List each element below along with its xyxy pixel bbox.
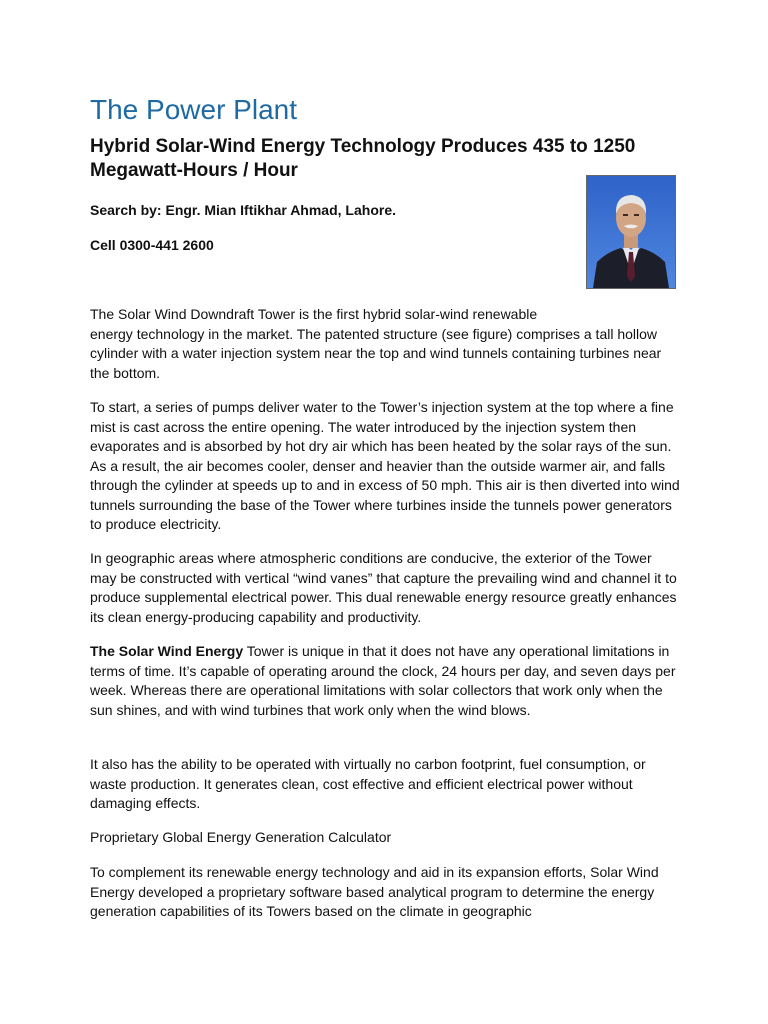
paragraph-intro-line1: The Solar Wind Downdraft Tower is the first hybrid solar-wind renewable [90, 306, 538, 322]
paragraph-footprint: It also has the ability to be operated with virtually no carbon footprint, fuel consumption, or waste production. It generates clean, cost effective and efficient electrical power without damaging effects. [90, 756, 646, 811]
paragraph-operation [90, 642, 680, 720]
section-heading-calculator: Proprietary Global Energy Generation Calculator [90, 829, 392, 845]
paragraph-process: To start, a series of pumps deliver water to the Tower’s injection system at the top where a fine mist is cast across the entire opening. The water introduced by the injection system then evaporates and is absorbed by hot dry air which has been heated by the solar rays of the sun. As a result, the air becomes cooler, denser and heavier than the outside warmer air, and falls through the cylinder at speeds up to and in excess of 50 mph. This air is then diverted into wind tunnels surrounding the base of the Tower where turbines inside the tunnels power generators to produce electricity. [90, 399, 680, 532]
author-portrait [586, 175, 676, 289]
author-line: Search by: Engr. Mian Iftikhar Ahmad, Lahore. [90, 202, 396, 218]
portrait-image [587, 176, 675, 288]
paragraph-wind-vanes: In geographic areas where atmospheric conditions are conducive, the exterior of the Tower may be constructed with vertical “wind vanes” that capture the prevailing wind and channel it to produce supplemental electrical power. This dual renewable energy resource greatly enhances its clean energy-producing capability and productivity. [90, 550, 677, 625]
page-title: The Power Plant [90, 94, 297, 125]
paragraph-intro-rest: energy technology in the market. The patented structure (see figure) comprises a tall hollow cylinder with a water injection system near the top and wind tunnels containing turbines near the bottom. [90, 325, 662, 381]
article-subtitle: Hybrid Solar-Wind Energy Technology Produces 435 to 1250 Megawatt-Hours / Hour [90, 136, 636, 181]
paragraph-operation-bold: The Solar Wind Energy [90, 643, 244, 659]
contact-phone: Cell 0300-441 2600 [90, 237, 214, 253]
paragraph-operation-rest: Tower is unique in that it does not have any operational limitations in terms of time. It’s capable of operating around the clock, 24 hours per day, and seven days per week. Whereas there are operational limitations with solar collectors that work only when the sun shines, and with wind turbines that work only when the wind blows. [90, 643, 676, 718]
paragraph-calculator: To complement its renewable energy technology and aid in its expansion efforts, Solar Wind Energy developed a proprietary software based analytical program to determine the energy generation capabilities of its Towers based on the climate in geographic [90, 864, 659, 919]
paragraph-intro [90, 305, 680, 383]
